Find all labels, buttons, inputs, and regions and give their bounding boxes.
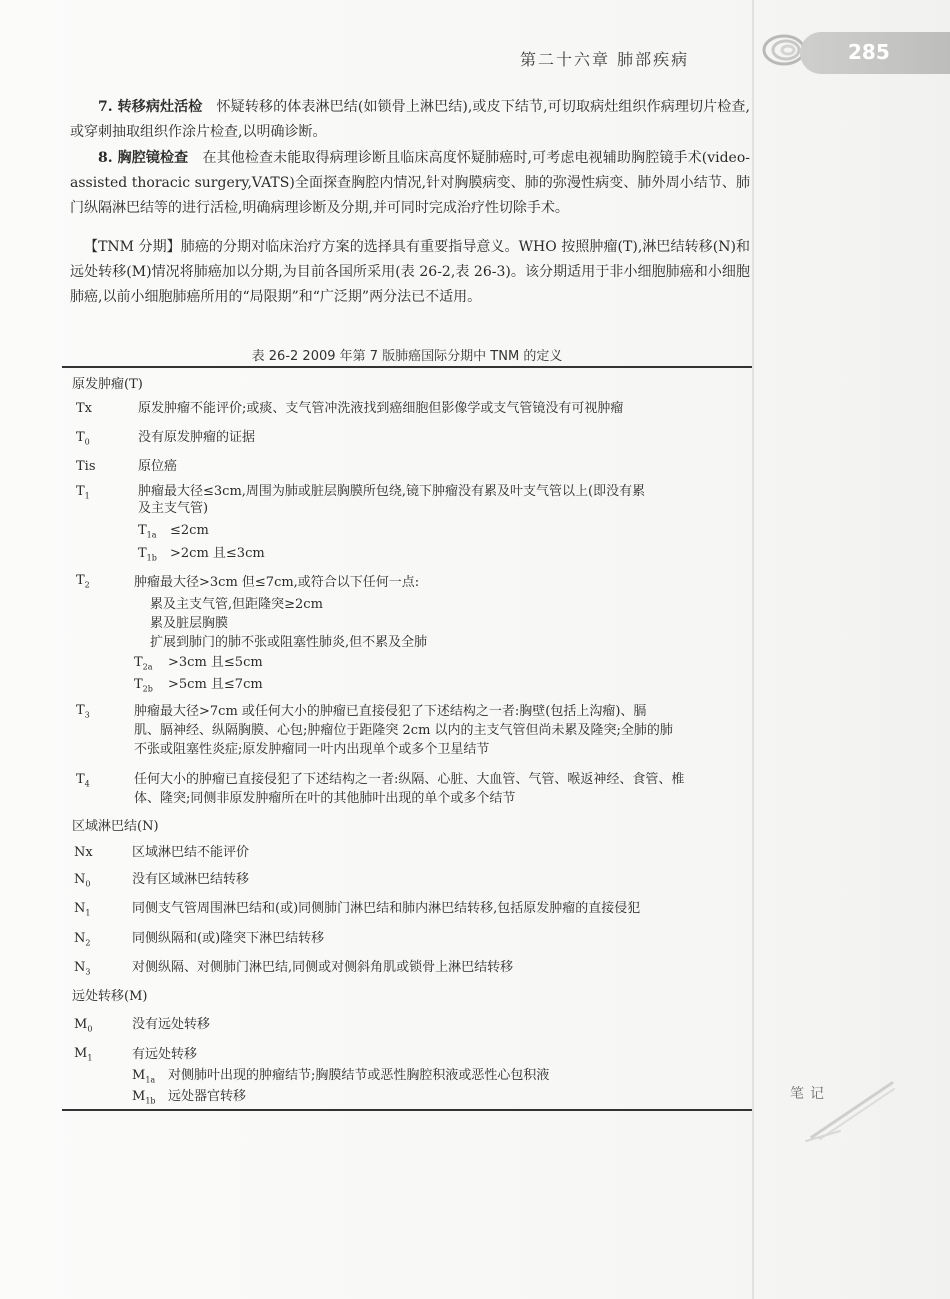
code-n1: $N_1$ — [74, 901, 91, 918]
definition-t2-item1: 累及主支气管,但距隆突≥2cm — [150, 597, 323, 612]
table-caption: 表 26-2 2009 年第 7 版肺癌国际分期中 TNM 的定义 — [251, 349, 563, 364]
definition-t2b: >5cm 且≤7cm — [168, 677, 263, 692]
pencil-icon — [800, 1075, 900, 1145]
code-m1a: $M_{1a}$ — [132, 1068, 156, 1085]
code-t0: $T_0$ — [76, 430, 90, 447]
section-heading-n: 区域淋巴结(N) — [72, 819, 159, 834]
code-m1b: $M_{1b}$ — [132, 1089, 156, 1106]
definition-m1b: 远处器官转移 — [168, 1089, 247, 1104]
code-n2: $N_2$ — [74, 931, 91, 948]
paragraph-thoracoscopy — [70, 146, 750, 221]
code-t2b: $T_{2b}$ — [134, 677, 153, 694]
definition-t1a: ≤2cm — [170, 523, 209, 538]
code-t1a: $T_{1a}$ — [138, 523, 157, 540]
definition-m1a: 对侧肺叶出现的肿瘤结节;胸膜结节或恶性胸腔积液或恶性心包积液 — [168, 1068, 550, 1083]
code-t4: $T_4$ — [76, 772, 90, 789]
margin-divider — [752, 0, 754, 1299]
definition-t1-line2: 及主支气管) — [138, 501, 209, 516]
chapter-title: 第二十六章 肺部疾病 — [520, 50, 690, 69]
code-t3: $T_3$ — [76, 703, 90, 720]
paragraph-tnm-staging — [70, 235, 750, 310]
table-top-rule — [62, 366, 752, 368]
definition-m0: 没有远处转移 — [132, 1017, 211, 1032]
definition-t2: 肿瘤最大径>3cm 但≤7cm,或符合以下任何一点: — [134, 575, 420, 590]
code-t1: $T_1$ — [76, 484, 90, 501]
definition-t0: 没有原发肿瘤的证据 — [138, 430, 256, 445]
code-n0: $N_0$ — [74, 872, 91, 889]
section-heading-t: 原发肿瘤(T) — [72, 377, 143, 392]
definition-t4-line2: 体、隆突;同侧非原发肿瘤所在叶的其他肺叶出现的单个或多个结节 — [134, 791, 516, 806]
table-bottom-rule — [62, 1109, 752, 1111]
definition-t4-line1: 任何大小的肿瘤已直接侵犯了下述结构之一者:纵隔、心脏、大血管、气管、喉返神经、食管、椎 — [134, 772, 685, 787]
paragraph-text: 在其他检查未能取得病理诊断且临床高度怀疑肺癌时,可考虑电视辅助胸腔镜手术(video-assisted thoracic surgery,VATS)全面探查胸腔内情况,针对胸膜病变、肺的弥漫性病变、肺外周小结节、肺门纵隔淋巴结等的进行活检,明确病理诊断及分期,并可同时完成治疗性切除手术。 — [70, 150, 751, 216]
code-t2: $T_2$ — [76, 573, 90, 590]
code-tis: Tis — [76, 459, 96, 474]
code-n3: $N_3$ — [74, 960, 91, 977]
paragraph-metastasis-biopsy — [70, 95, 750, 145]
paragraph-lead: 8. 胸腔镜检查 — [98, 150, 189, 166]
definition-t3-line1: 肿瘤最大径>7cm 或任何大小的肿瘤已直接侵犯了下述结构之一者:胸壁(包括上沟瘤)、膈 — [134, 704, 647, 719]
paragraph-lead: 7. 转移病灶活检 — [98, 99, 203, 115]
code-m1: $M_1$ — [74, 1046, 93, 1063]
definition-t2-item2: 累及脏层胸膜 — [150, 616, 229, 631]
definition-n0: 没有区域淋巴结转移 — [132, 872, 250, 887]
definition-nx: 区域淋巴结不能评价 — [132, 845, 250, 860]
paragraph-text: 怀疑转移的体表淋巴结(如锁骨上淋巴结),或皮下结节,可切取病灶组织作病理切片检查,或穿刺抽取组织作涂片检查,以明确诊断。 — [70, 99, 750, 140]
section-heading-m: 远处转移(M) — [72, 989, 148, 1004]
definition-tx: 原发肿瘤不能评价;或痰、支气管冲洗液找到癌细胞但影像学或支气管镜没有可视肿瘤 — [138, 401, 624, 416]
definition-m1: 有远处转移 — [132, 1047, 198, 1062]
code-t1b: $T_{1b}$ — [138, 546, 157, 563]
definition-t2a: >3cm 且≤5cm — [168, 655, 263, 670]
definition-n1: 同侧支气管周围淋巴结和(或)同侧肺门淋巴结和肺内淋巴结转移,包括原发肿瘤的直接侵犯 — [132, 901, 641, 916]
page-number: 285 — [848, 40, 890, 64]
paragraph-text: 【TNM 分期】肺癌的分期对临床治疗方案的选择具有重要指导意义。WHO 按照肿瘤(T),淋巴结转移(N)和远处转移(M)情况将肺癌加以分期,为目前各国所采用(表 26-2,表 26-3)。该分期适用于非小细胞肺癌和小细胞肺癌,以前小细胞肺癌所用的“局限期”和“广泛期”两分法已不适用。 — [70, 239, 750, 305]
definition-tis: 原位癌 — [138, 459, 178, 474]
code-m0: $M_0$ — [74, 1017, 93, 1034]
code-nx: Nx — [74, 845, 93, 860]
margin-note-label: 笔记 — [790, 1086, 830, 1102]
definition-n3: 对侧纵隔、对侧肺门淋巴结,同侧或对侧斜角肌或锁骨上淋巴结转移 — [132, 960, 514, 975]
definition-t2-item3: 扩展到肺门的肺不张或阻塞性肺炎,但不累及全肺 — [150, 635, 428, 650]
definition-t3-line2: 肌、膈神经、纵隔胸膜、心包;肿瘤位于距隆突 2cm 以内的主支气管但尚未累及隆突;全肺的肺 — [134, 723, 673, 738]
code-t2a: $T_{2a}$ — [134, 655, 153, 672]
definition-t3-line3: 不张或阻塞性炎症;原发肿瘤同一叶内出现单个或多个卫星结节 — [134, 742, 490, 757]
code-tx: Tx — [76, 401, 93, 416]
definition-t1b: >2cm 且≤3cm — [170, 546, 265, 561]
definition-t1-line1: 肿瘤最大径≤3cm,周围为肺或脏层胸膜所包绕,镜下肿瘤没有累及叶支气管以上(即没有累 — [138, 484, 646, 499]
definition-n2: 同侧纵隔和(或)隆突下淋巴结转移 — [132, 931, 325, 946]
